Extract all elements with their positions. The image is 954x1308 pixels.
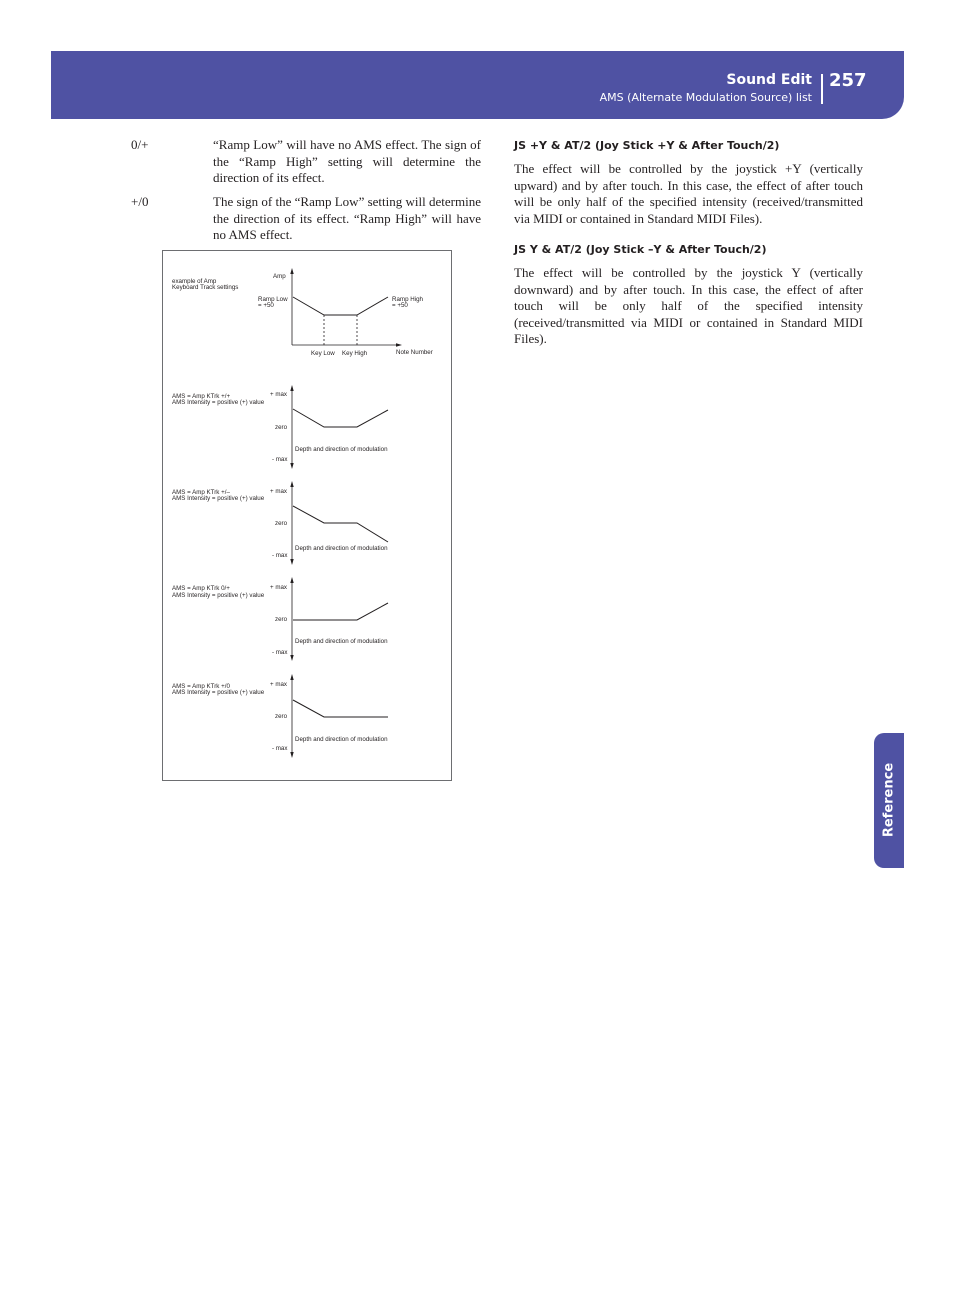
definition-term: +/0 xyxy=(131,194,149,209)
example-label: Keyboard Track settings xyxy=(172,284,239,291)
panel-setting-label: AMS = Amp KTrk +/+ xyxy=(172,393,231,400)
plus-max-label: + max xyxy=(270,488,288,495)
axis-arrow-down xyxy=(290,752,293,758)
modulation-caption: Depth and direction of modulation xyxy=(295,545,388,552)
amp-axis-label: Amp xyxy=(273,273,286,280)
side-tab-label: Reference xyxy=(881,762,897,838)
definition-term: 0/+ xyxy=(131,137,149,152)
plus-max-label: + max xyxy=(270,391,288,398)
axis-arrow-up xyxy=(290,674,293,680)
panel-plus-zero xyxy=(172,674,388,758)
key-low-label: Key Low xyxy=(311,350,335,357)
panel-zero-plus xyxy=(172,577,388,661)
amp-curve xyxy=(293,297,388,315)
panel-setting-label: AMS = Amp KTrk +/0 xyxy=(172,683,230,690)
panel-plus-plus xyxy=(172,385,388,469)
panel-intensity-label: AMS Intensity = positive (+) value xyxy=(172,495,265,502)
section-body: The effect will be controlled by the joystick +Y (vertically upward) and by after touch. In this case, the effect of after touch will be only half of the specified intensity (received/transmitted via MIDI or contained in Standard MIDI Files). xyxy=(514,161,863,226)
plus-max-label: + max xyxy=(270,584,288,591)
modulation-curve xyxy=(293,700,388,717)
minus-max-label: - max xyxy=(272,552,288,559)
axis-arrow-up xyxy=(290,577,293,583)
section-body: The effect will be controlled by the joystick Y (vertically downward) and by after touch. In this case, the effect of after touch will be only half of the specified intensity (received/transmitted via MIDI or contained in Standard MIDI Files). xyxy=(514,265,863,346)
minus-max-label: - max xyxy=(272,745,288,752)
plus-max-label: + max xyxy=(270,681,288,688)
section-heading: JS Y & AT/2 (Joy Stick –Y & After Touch/2) xyxy=(514,243,767,256)
ramp-high-label: Ramp High xyxy=(392,296,423,303)
modulation-caption: Depth and direction of modulation xyxy=(295,736,388,743)
amp-keyboard-track-diagram xyxy=(162,250,452,781)
panel-setting-label: AMS = Amp KTrk 0/+ xyxy=(172,585,230,592)
axis-arrow-down xyxy=(290,559,293,565)
axis-arrow-up xyxy=(290,385,293,391)
minus-max-label: - max xyxy=(272,649,288,656)
definition-text: The sign of the “Ramp Low” setting will determine the direction of its effect. “Ramp High” will have no AMS effect. xyxy=(213,194,481,242)
modulation-curve xyxy=(293,603,388,620)
zero-label: zero xyxy=(275,424,288,431)
header-divider xyxy=(821,74,823,104)
modulation-caption: Depth and direction of modulation xyxy=(295,638,388,645)
note-number-label: Note Number xyxy=(396,349,433,356)
panel-intensity-label: AMS Intensity = positive (+) value xyxy=(172,592,265,599)
ramp-low-value: = +50 xyxy=(258,302,274,309)
x-axis-arrow xyxy=(396,343,402,346)
axis-arrow-down xyxy=(290,463,293,469)
modulation-curve xyxy=(293,506,388,542)
definition-text: “Ramp Low” will have no AMS effect. The sign of the “Ramp High” setting will determine the direction of its effect. xyxy=(213,137,481,185)
ramp-high-value: = +50 xyxy=(392,302,408,309)
modulation-caption: Depth and direction of modulation xyxy=(295,446,388,453)
ramp-low-label: Ramp Low xyxy=(258,296,288,303)
y-axis-arrow xyxy=(290,268,293,274)
reference-side-tab[interactable] xyxy=(874,733,904,868)
modulation-curve xyxy=(293,409,388,427)
zero-label: zero xyxy=(275,616,288,623)
example-label: example of Amp xyxy=(172,278,217,285)
section-title: Sound Edit xyxy=(726,72,812,88)
panel-setting-label: AMS = Amp KTrk +/– xyxy=(172,489,230,496)
section-subtitle: AMS (Alternate Modulation Source) list xyxy=(599,91,812,104)
axis-arrow-up xyxy=(290,481,293,487)
section-heading: JS +Y & AT/2 (Joy Stick +Y & After Touch/2) xyxy=(514,139,780,152)
page-number: 257 xyxy=(829,70,867,91)
panel-intensity-label: AMS Intensity = positive (+) value xyxy=(172,399,265,406)
zero-label: zero xyxy=(275,520,288,527)
key-high-label: Key High xyxy=(342,350,368,357)
axis-arrow-down xyxy=(290,655,293,661)
panel-plus-minus xyxy=(172,481,388,565)
top-example-graph xyxy=(172,268,433,357)
minus-max-label: - max xyxy=(272,456,288,463)
zero-label: zero xyxy=(275,713,288,720)
panel-intensity-label: AMS Intensity = positive (+) value xyxy=(172,689,265,696)
